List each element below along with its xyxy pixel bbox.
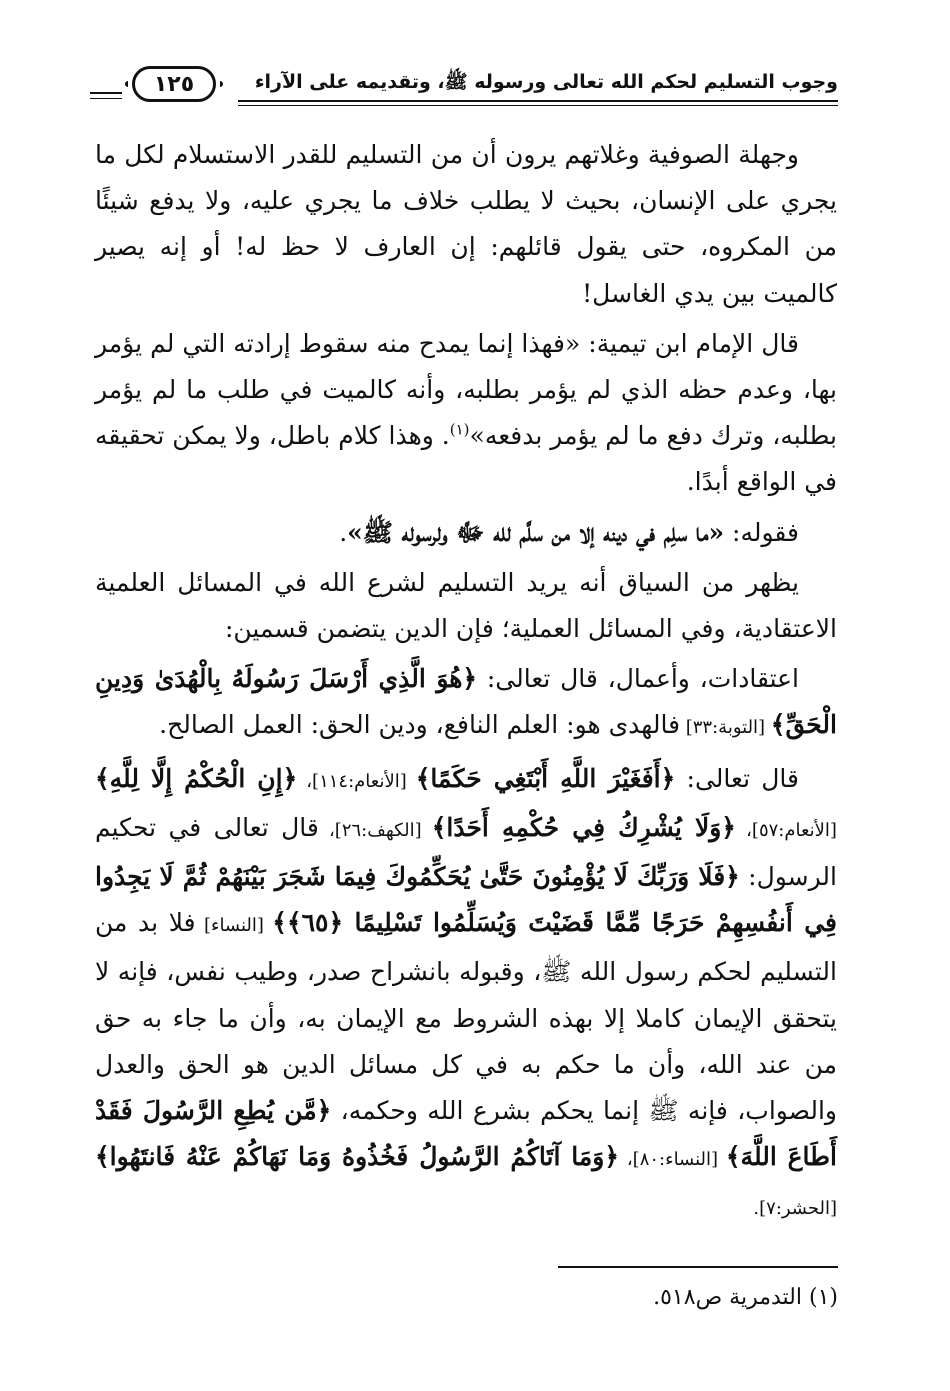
running-title: وجوب التسليم لحكم الله تعالى ورسوله ﷺ، وتقديمه على الآراء (254, 71, 838, 93)
beliefs-explanation: فالهدى هو: العلم النافع، ودين الحق: العمل الصالح. (159, 710, 681, 740)
quran-verse-anam-57: ﴿إِنِ الْحُكْمُ إِلَّا لِلَّهِ﴾ (95, 763, 298, 793)
ref-nisa-65: [النساء] (195, 915, 273, 937)
page-header (90, 62, 838, 116)
judgement-lead: قال تعالى: (675, 763, 799, 793)
ref-nisa-80: [النساء:٨٠]، (619, 1149, 726, 1171)
ref-anam-114: [الأنعام:١١٤]، (297, 770, 416, 792)
saying-lead: فقوله: (724, 517, 799, 547)
paragraph-saying (95, 510, 837, 556)
quran-verse-kahf: ﴿وَلَا يُشْرِكُ فِي حُكْمِهِ أَحَدًا﴾ (431, 812, 736, 842)
quran-verse-anam-114: ﴿أَفَغَيْرَ اللَّهِ أَبْتَغِي حَكَمًا﴾ (415, 763, 676, 793)
saying-end: . (339, 517, 348, 547)
beliefs-lead: اعتقادات، وأعمال، قال تعالى: (477, 664, 800, 694)
ref-tawbah: [التوبة:٣٣] (680, 717, 771, 739)
ref-hashr: [الحشر:٧]. (753, 1198, 837, 1220)
ref-anam-57: [الأنعام:٥٧]، (735, 819, 837, 841)
footnote-separator (558, 1266, 838, 1268)
paragraph-judgement (95, 756, 837, 1233)
paragraph-context: يظهر من السياق أنه يريد التسليم لشرع الله في المسائل العلمية الاعتقادية، وفي المسائل العملية؛ فإن الدين يتضمن قسمين: (95, 567, 837, 644)
page-number-badge (132, 66, 216, 102)
ref-kahf: [الكهف:٢٦]، (318, 819, 432, 841)
page-number: ١٢٥ (153, 71, 195, 97)
header-rule-left-top (90, 92, 122, 94)
quran-verse-tawbah: ﴿هُوَ الَّذِي أَرْسَلَ رَسُولَهُ بِالْهُدَىٰ وَدِينِ الْحَقِّ﴾ (95, 664, 837, 740)
saying-quote: «ما سلِم في دينه إلا من سلَّم لله ﷻ ولرسوله ﷺ» (347, 517, 725, 547)
paragraph-sufis: وجهلة الصوفية وغلاتهم يرون أن من التسليم للقدر الاستسلام لكل ما يجري على الإنسان، بحيث لا يطلب خلاف ما يجري عليه، ولا يدفع شيئًا من المكروه، حتى يقول قائلهم: إن العارف لا حظ له! أو إنه يصير كالميت بين يدي الغاسل! (95, 140, 837, 308)
header-rule-left-bottom (90, 98, 122, 99)
judgement-messenger: قال تعالى في تحكيم الرسول: (95, 812, 837, 892)
footnote: (١) التدمرية ص٥١٨. (653, 1285, 838, 1310)
main-text (95, 132, 837, 1233)
header-rule-right-top (238, 100, 838, 102)
paragraph-ibn-taymiyyah-end: . وهذا كلام باطل، ولا يمكن تحقيقه في الواقع أبدًا. (95, 421, 837, 497)
paragraph-ibn-taymiyyah (95, 321, 837, 506)
header-rule-right-bottom (238, 105, 838, 106)
quran-verse-nisa-80: ﴿مَّن يُطِعِ الرَّسُولَ فَقَدْ أَطَاعَ اللَّهَ﴾ (95, 1096, 837, 1172)
judgement-explanation: فلا بد من التسليم لحكم رسول الله ﷺ، وقبوله بانشراح صدر، وطيب نفس، فإنه لا يتحقق الإيمان كاملا إلا بهذه الشروط مع الإيمان به، وأن ما جاء به حق من عند الله، وأن ما حكم به في كل مسائل الدين هو الحق والعدل والصواب، فإنه ﷺ إنما يحكم بشرع الله وحكمه، (95, 908, 837, 1126)
paragraph-beliefs-deeds (95, 656, 837, 751)
quran-verse-nisa-65: ﴿فَلَا وَرَبِّكَ لَا يُؤْمِنُونَ حَتَّىٰ يُحَكِّمُوكَ فِيمَا شَجَرَ بَيْنَهُمْ ثُمَّ لَا يَجِدُوا فِي أَنفُسِهِمْ حَرَجًا مِّمَّا قَضَيْتَ وَيُسَلِّمُوا تَسْلِيمًا ﴿٦٥﴾﴾ (95, 862, 837, 938)
quran-verse-hashr: ﴿وَمَا آتَاكُمُ الرَّسُولُ فَخُذُوهُ وَمَا نَهَاكُمْ عَنْهُ فَانتَهُوا﴾ (95, 1142, 620, 1172)
footnote-marker: (١) (449, 420, 470, 439)
quote-ibn-taymiyyah: قال الإمام ابن تيمية: «فهذا إنما يمدح منه سقوط إرادته التي لم يؤمر بها، وعدم حظه الذي لم يؤمر بطلبه، وأنه كالميت في طلب ما لم يؤمر بطلبه، وترك دفع ما لم يؤمر بدفعه» (95, 328, 838, 451)
